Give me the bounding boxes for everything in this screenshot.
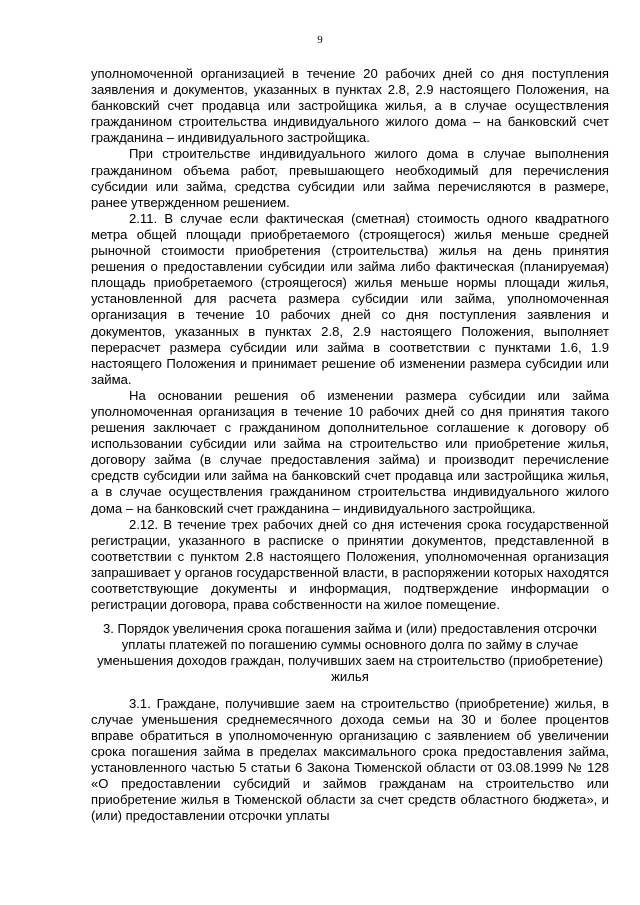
- paragraph-2-12: 2.12. В течение трех рабочих дней со дня истечения срока государственной регистрации, указанного в расписке о принятии документов, представленной в соответствии с пунктом 2.8 настоящего Положения, уполномоченная организация запрашивает у органов государственной власти, в распоряжении которых находятся соответствующие документы и информация, подтверждение информации о регистрации договора, права собственности на жилое помещение.: [91, 516, 609, 613]
- paragraph-2-11-recalculation: На основании решения об изменении размера субсидии или займа уполномоченная организация в течение 10 рабочих дней со дня принятия такого решения заключает с гражданином дополнительное соглашение к договору об использовании субсидии или займа на строительство или приобретение жилья, договору займа (в случае предоставления займа) и производит перечисление средств субсидии или займа на банковский счет продавца или застройщика жилья, а в случае осуществления гражданином строительства индивидуального жилого дома – на банковский счет гражданина – индивидуального застройщика.: [91, 387, 609, 516]
- page-number: 9: [317, 34, 323, 46]
- paragraph-2-11: 2.11. В случае если фактическая (сметная) стоимость одного квадратного метра общей площади приобретаемого (строящегося) жилья меньше средней рыночной стоимости приобретения (строительства) жилья на день принятия решения о предоставлении субсидии или займа либо фактическая (планируемая) площадь приобретаемого (строящегося) жилья меньше нормы площади жилья, установленной для расчета размера субсидии или займа, уполномоченная организация в течение 10 рабочих дней со дня поступления заявления и документов, указанных в пунктах 2.8, 2.9 настоящего Положения, выполняет перерасчет размера субсидии или займа в соответствии с пунктами 1.6, 1.9 настоящего Положения и принимает решение об изменении размера субсидии или займа.: [91, 210, 609, 387]
- section-3-heading: 3. Порядок увеличения срока погашения займа и (или) предоставления отсрочки уплаты платежей по погашению суммы основного долга по займу в случае уменьшения доходов граждан, получивших заем на строительство (приобретение) жилья: [97, 621, 603, 685]
- paragraph-individual-house: При строительстве индивидуального жилого дома в случае выполнения гражданином объема работ, превышающего необходимый для перечисления субсидии или займа, средства субсидии или займа перечисляются в размере, ранее утвержденном решением.: [91, 146, 609, 210]
- paragraph-2-10-continuation: уполномоченной организацией в течение 20 рабочих дней со дня поступления заявления и документов, указанных в пунктах 2.8, 2.9 настоящего Положения, на банковский счет продавца или застройщика жилья, а в случае осуществления гражданином строительства индивидуального жилого дома – на банковский счет гражданина – индивидуального застройщика.: [91, 66, 609, 146]
- paragraph-3-1: 3.1. Граждане, получившие заем на строительство (приобретение) жилья, в случае уменьшения среднемесячного дохода семьи на 30 и более процентов вправе обратиться в уполномоченную организацию с заявлением об увеличении срока погашения займа в пределах максимального срока предоставления займа, установленного частью 5 статьи 6 Закона Тюменской области от 03.08.1999 № 128 «О предоставлении субсидий и займов гражданам на строительство или приобретение жилья в Тюменской области за счет средств областного бюджета», и (или) предоставлении отсрочки уплаты: [91, 695, 609, 824]
- document-body: [91, 66, 609, 824]
